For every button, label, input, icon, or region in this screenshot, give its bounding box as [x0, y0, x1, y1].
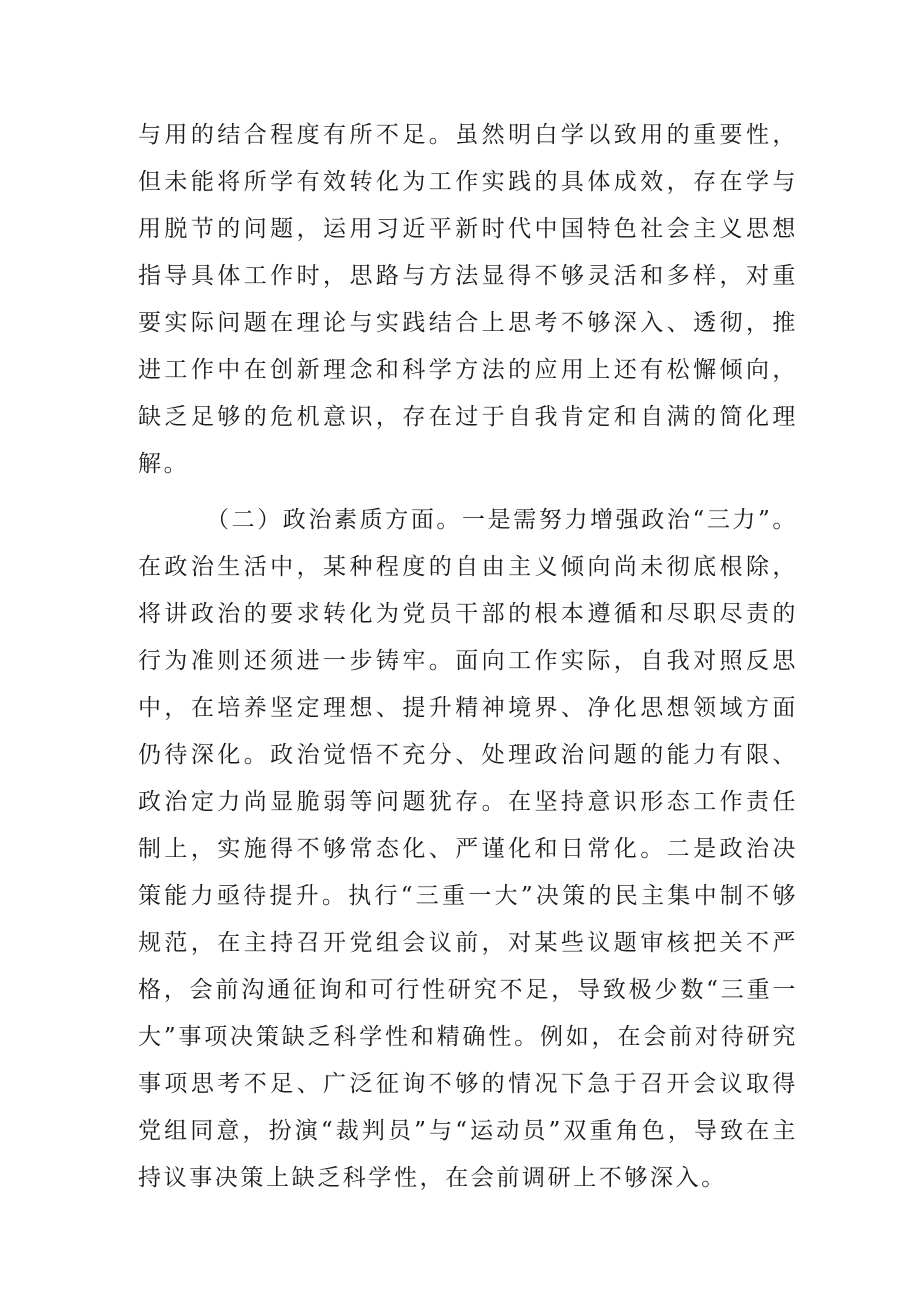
paragraph-continuation: 与用的结合程度有所不足。虽然明白学以致用的重要性，但未能将所学有效转化为工作实践的具体成效，存在学与用脱节的问题，运用习近平新时代中国特色社会主义思想指导具体工作时，思路与方法显得不够灵活和多样，对重要实际问题在理论与实践结合上思考不够深入、透彻，推进工作中在创新理念和科学方法的应用上还有松懈倾向，缺乏足够的危机意识，存在过于自我肯定和自满的简化理解。 [138, 122, 798, 477]
paragraph-political-quality: （二）政治素质方面。一是需努力增强政治“三力”。在政治生活中，某种程度的自由主义倾向尚未彻底根除，将讲政治的要求转化为党员干部的根本遵循和尽职尽责的行为准则还须进一步铸牢。面向工作实际，自我对照反思中，在培养坚定理想、提升精神境界、净化思想领域方面仍待深化。政治觉悟不充分、处理政治问题的能力有限、政治定力尚显脆弱等问题犹存。在坚持意识形态工作责任制上，实施得不够常态化、严谨化和日常化。二是政治决策能力亟待提升。执行“三重一大”决策的民主集中制不够规范，在主持召开党组会议前，对某些议题审核把关不严格，会前沟通征询和可行性研究不足，导致极少数“三重一大”事项决策缺乏科学性和精确性。例如，在会前对待研究事项思考不足、广泛征询不够的情况下急于召开会议取得党组同意，扮演“裁判员”与“运动员”双重角色，导致在主持议事决策上缺乏科学性，在会前调研上不够深入。 [138, 507, 798, 1191]
